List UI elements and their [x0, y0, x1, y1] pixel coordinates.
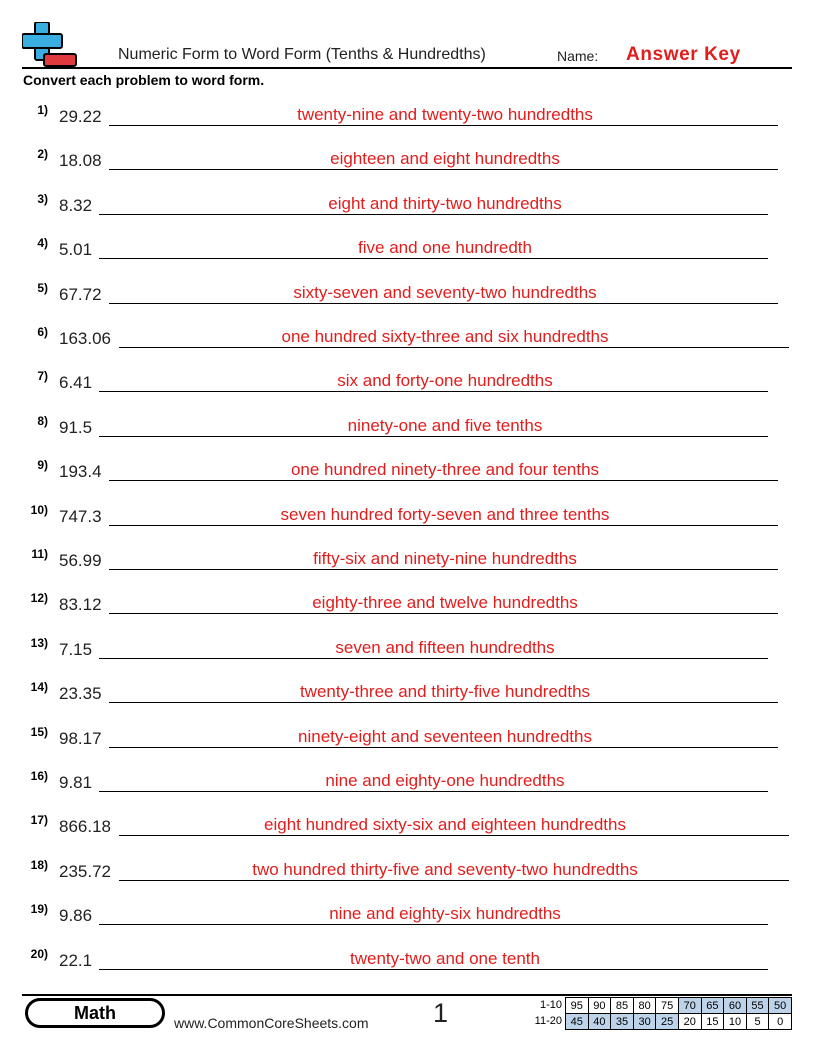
problem-row: [0, 769, 816, 799]
problem-number: 14): [30, 680, 48, 695]
score-cell: 85: [611, 998, 634, 1014]
problem-answer: ninety-one and five tenths: [347, 415, 543, 435]
problem-answer: two hundred thirty-five and seventy-two hundredths: [252, 859, 638, 879]
answer-line: [119, 835, 789, 836]
header-divider: [22, 67, 792, 69]
problem-row: [0, 547, 816, 577]
problem-row: [0, 458, 816, 488]
instructions: Convert each problem to word form.: [23, 72, 265, 88]
score-cell: 20: [678, 1014, 701, 1030]
problem-value: 98.17: [59, 728, 102, 748]
problem-number: 13): [30, 635, 48, 650]
problem-row: [0, 591, 816, 621]
problem-number: 15): [30, 724, 48, 739]
problem-number: 16): [30, 769, 48, 783]
problem-value: 56.99: [59, 551, 102, 570]
score-cell: 45: [566, 1014, 589, 1030]
problem-row: [0, 680, 816, 710]
score-cell: 55: [746, 998, 769, 1014]
problem-value: 5.01: [59, 240, 93, 260]
answer-line: [109, 747, 778, 748]
score-cell: 65: [701, 998, 724, 1014]
problem-number: 18): [30, 857, 48, 872]
problem-value: 9.81: [59, 773, 93, 792]
problem-answer: eighty-three and twelve hundredths: [312, 593, 578, 613]
problem-answer: nine and eighty-six hundredths: [329, 904, 561, 924]
problem-number: 4): [37, 236, 48, 251]
subject-badge: Math: [25, 998, 165, 1028]
problem-value: 9.86: [59, 906, 93, 926]
problem-number: 11): [31, 547, 48, 561]
problem-answer: nine and eighty-one hundredths: [325, 771, 565, 790]
answer-line: [99, 436, 768, 437]
problem-value: 7.15: [59, 639, 93, 659]
problem-row: [0, 414, 816, 444]
problem-answer: five and one hundredth: [358, 238, 532, 258]
problem-row: [0, 947, 816, 977]
answer-line: [99, 658, 768, 659]
score-cell: 40: [588, 1014, 611, 1030]
problem-answer: seven and fifteen hundredths: [335, 637, 555, 657]
problem-value: 163.06: [59, 329, 111, 348]
answer-line: [109, 525, 778, 526]
name-label: Name:: [557, 48, 599, 64]
problem-answer: eighteen and eight hundredths: [330, 149, 560, 169]
problem-value: 91.5: [59, 417, 93, 437]
problem-number: 6): [37, 325, 48, 339]
problem-value: 8.32: [59, 195, 93, 215]
problem-row: [0, 325, 816, 355]
problem-number: 19): [30, 902, 48, 917]
problem-number: 1): [37, 103, 48, 117]
problem-number: 2): [37, 147, 48, 162]
problem-answer: eight hundred sixty-six and eighteen hundredths: [264, 815, 626, 835]
problem-row: [0, 192, 816, 222]
score-row-label: 1-10: [539, 999, 562, 1011]
problem-number: 12): [30, 591, 48, 606]
score-cell: 15: [701, 1014, 724, 1030]
score-cell: 70: [678, 998, 701, 1014]
answer-line: [99, 391, 768, 392]
problem-row: [0, 236, 816, 266]
problem-answer: twenty-nine and twenty-two hundredths: [297, 105, 593, 124]
score-cell: 35: [611, 1014, 634, 1030]
score-row-label: 11-20: [534, 1015, 562, 1027]
problem-value: 29.22: [59, 107, 102, 126]
answer-line: [99, 924, 768, 925]
score-row: [566, 1014, 792, 1030]
problem-answer: fifty-six and ninety-nine hundredths: [313, 549, 577, 568]
score-row-labels: [520, 997, 562, 1029]
score-cell: 10: [724, 1014, 747, 1030]
problem-row: [0, 725, 816, 755]
score-cell: 90: [588, 998, 611, 1014]
score-table: [565, 997, 792, 1030]
problem-value: 23.35: [59, 684, 102, 704]
answer-line: [99, 258, 768, 259]
answer-line: [109, 125, 778, 126]
answer-line: [99, 791, 768, 792]
problem-row: [0, 813, 816, 843]
problem-row: [0, 103, 816, 133]
problem-value: 83.12: [59, 595, 102, 615]
score-cell: 50: [769, 998, 792, 1014]
problem-value: 193.4: [59, 462, 102, 482]
problem-value: 22.1: [59, 950, 93, 970]
problem-answer: eight and thirty-two hundredths: [328, 193, 562, 213]
problem-number: 9): [37, 458, 48, 473]
problem-value: 67.72: [59, 284, 102, 304]
worksheet-title: Numeric Form to Word Form (Tenths & Hundredths): [118, 46, 486, 63]
answer-line: [119, 880, 789, 881]
problem-number: 17): [30, 813, 48, 828]
answer-line: [109, 480, 778, 481]
score-cell: 95: [566, 998, 589, 1014]
problem-number: 5): [37, 280, 48, 295]
problem-row: [0, 369, 816, 399]
answer-line: [99, 969, 768, 970]
answer-line: [109, 569, 778, 570]
score-row: [566, 998, 792, 1014]
problem-number: 8): [37, 413, 48, 428]
problem-row: [0, 902, 816, 932]
problem-answer: ninety-eight and seventeen hundredths: [298, 726, 592, 746]
score-cell: 30: [633, 1014, 656, 1030]
problem-number: 20): [30, 946, 48, 961]
problem-value: 6.41: [59, 373, 93, 393]
website-link[interactable]: www.CommonCoreSheets.com: [174, 1015, 369, 1031]
problem-answer: twenty-two and one tenth: [350, 948, 540, 968]
problem-value: 866.18: [59, 817, 111, 837]
problem-number: 10): [30, 502, 48, 517]
problem-row: [0, 281, 816, 311]
problem-number: 3): [37, 191, 48, 206]
score-cell: 80: [633, 998, 656, 1014]
page-number: 1: [433, 998, 449, 1028]
answer-line: [109, 303, 778, 304]
problem-answer: sixty-seven and seventy-two hundredths: [293, 282, 597, 302]
problem-value: 18.08: [59, 151, 102, 171]
footer-divider: [22, 994, 792, 996]
problem-row: [0, 858, 816, 888]
problem-value: 235.72: [59, 861, 111, 881]
problem-value: 747.3: [59, 506, 102, 526]
problem-number: 7): [37, 369, 48, 384]
answer-line: [99, 214, 768, 215]
problem-row: [0, 147, 816, 177]
answer-line: [109, 169, 778, 170]
problem-answer: one hundred ninety-three and four tenths: [290, 460, 600, 480]
answer-line: [109, 702, 778, 703]
problem-answer: seven hundred forty-seven and three tenths: [280, 504, 610, 524]
answer-line: [119, 347, 789, 348]
answer-line: [109, 613, 778, 614]
answer-key-label: Answer Key: [626, 44, 741, 65]
problem-row: [0, 503, 816, 533]
plus-minus-logo-icon: [22, 22, 78, 68]
problem-answer: six and forty-one hundredths: [337, 371, 553, 391]
score-cell: 5: [746, 1014, 769, 1030]
score-cell: 0: [769, 1014, 792, 1030]
problem-row: [0, 636, 816, 666]
score-cell: 60: [724, 998, 747, 1014]
score-cell: 25: [656, 1014, 679, 1030]
problem-answer: one hundred sixty-three and six hundredths: [281, 327, 609, 346]
problem-answer: twenty-three and thirty-five hundredths: [299, 682, 591, 702]
score-cell: 75: [656, 998, 679, 1014]
